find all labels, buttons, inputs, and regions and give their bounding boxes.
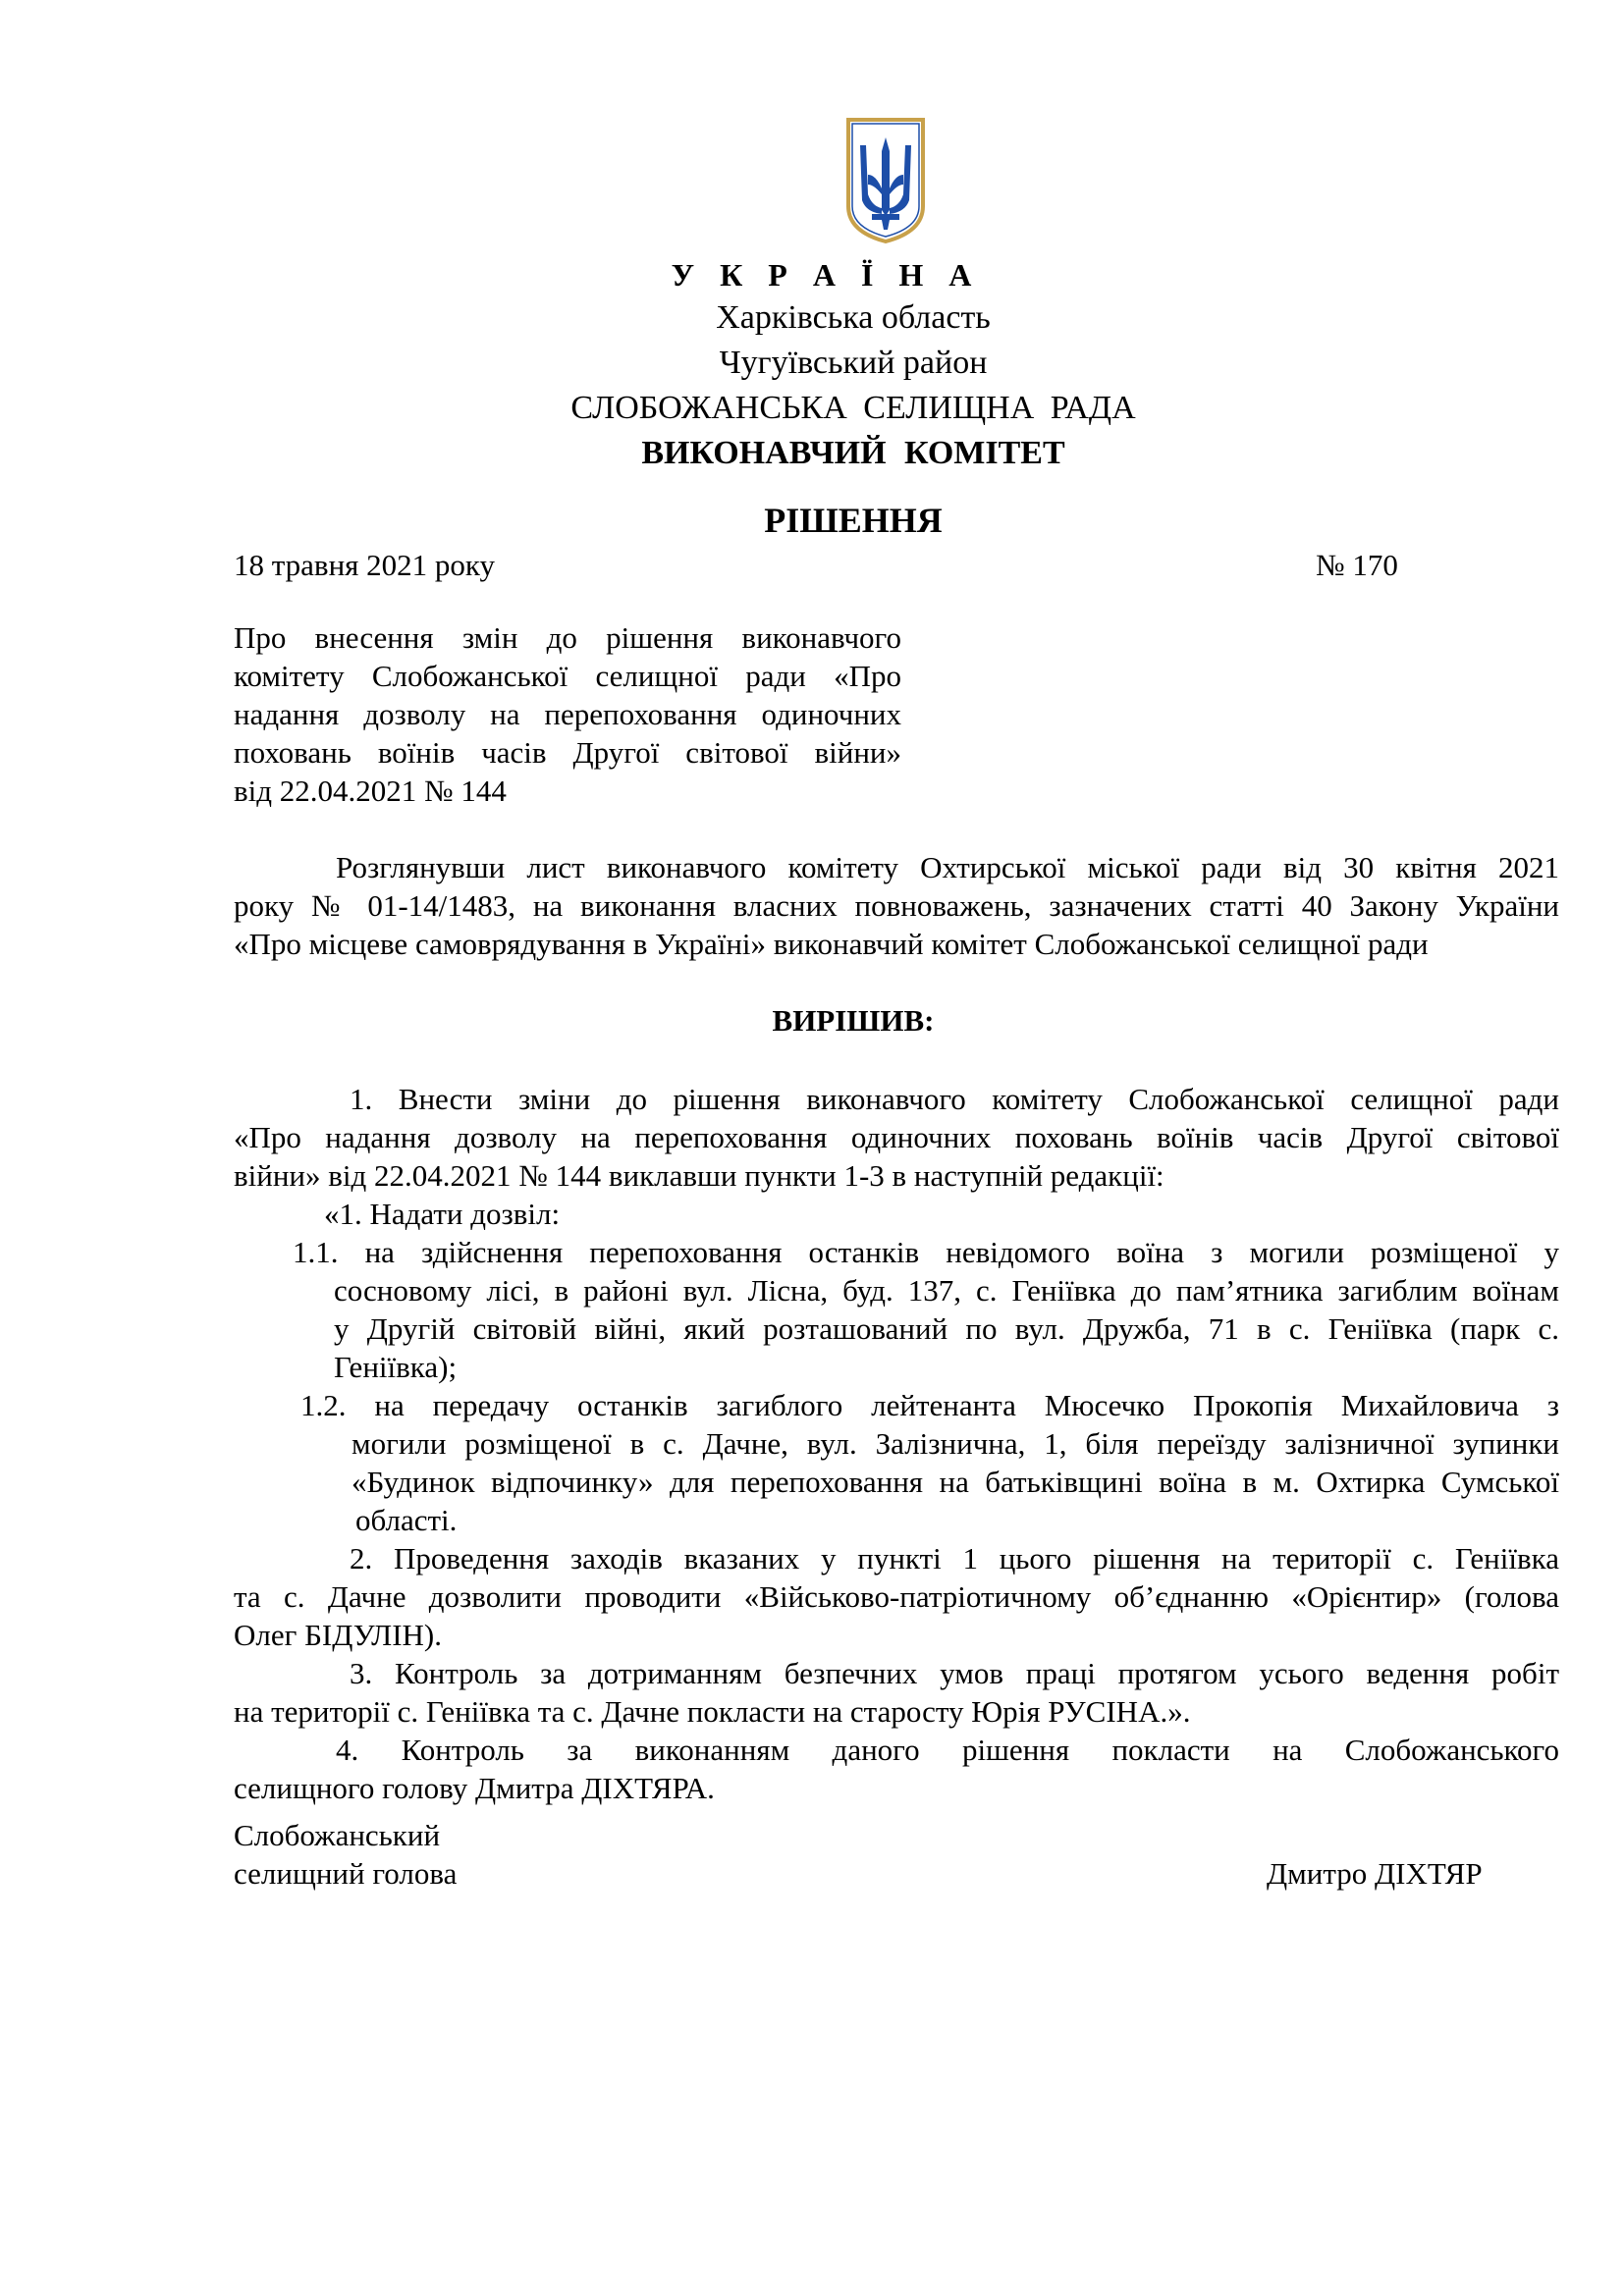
item-line: та с. Дачне дозволити проводити «Військово-патріотичному об’єднанню «Орієнтир» (голова	[234, 1579, 1559, 1614]
sub-item-line: Геніївка);	[334, 1350, 458, 1384]
council-name: СЛОБОЖАНСЬКА СЕЛИЩНА РАДА	[570, 390, 1136, 426]
signatory-title	[234, 1816, 457, 1893]
decision-date: 18 травня 2021 року	[234, 548, 496, 582]
item-line: 3. Контроль за дотриманням безпечних умов праці протягом усього ведення робіт	[350, 1656, 1559, 1690]
sub-item-line: могили розміщеної в с. Дачне, вул. Залізнична, 1, біля переїзду залізничної зупинки	[352, 1426, 1559, 1461]
subject-line: від 22.04.2021 № 144	[234, 774, 507, 808]
raion-name: Чугуївський район	[719, 345, 988, 381]
subject-line: поховань воїнів часів Другої світової війни»	[234, 735, 901, 770]
preamble-line: Розглянувши лист виконавчого комітету Охтирської міської ради від 30 квітня 2021	[336, 850, 1559, 884]
sub-item-line: сосновому лісі, в районі вул. Лісна, буд. 137, с. Геніївка до пам’ятника загиблим воїнам	[334, 1273, 1559, 1308]
decision-number: № 170	[1316, 548, 1398, 582]
decision-title: РІШЕННЯ	[764, 501, 943, 540]
item-2	[234, 1539, 1559, 1654]
sub-item-line: 1.1. на здійснення перепоховання останків невідомого воїна з могили розміщеної у	[293, 1235, 1559, 1269]
item-line: 4. Контроль за виконанням даного рішення покласти на Слобожанського	[336, 1733, 1559, 1767]
subject-line: Про внесення змін до рішення виконавчого	[234, 620, 901, 655]
item-line: селищного голову Дмитра ДІХТЯРА.	[234, 1771, 715, 1805]
subject-line: комітету Слобожанської селищної ради «Про	[234, 659, 901, 693]
subject-line: надання дозволу на перепоховання одиночних	[234, 697, 901, 731]
oblast-name: Харківська область	[716, 299, 991, 336]
sub-item-1-1	[293, 1233, 1559, 1386]
quote-intro: «1. Надати дозвіл:	[324, 1197, 561, 1231]
sub-item-line: у Другій світовій війні, який розташований по вул. Дружба, 71 в с. Геніївка (парк с.	[334, 1311, 1559, 1346]
item-line: 1. Внести зміни до рішення виконавчого комітету Слобожанської селищної ради	[350, 1082, 1559, 1116]
sub-item-line: 1.2. на передачу останків загиблого лейтенанта Мюсечко Прокопія Михайловича з	[300, 1388, 1559, 1422]
decision-subject	[234, 618, 901, 810]
item-4	[234, 1731, 1559, 1807]
coat-of-arms-emblem	[844, 116, 927, 245]
resolved-heading: ВИРІШИВ:	[772, 1003, 935, 1038]
item-line: війни» від 22.04.2021 № 144 виклавши пункти 1-3 в наступній редакції:	[234, 1158, 1164, 1193]
item-line: Олег БІДУЛІН).	[234, 1618, 442, 1652]
sub-item-line: області.	[355, 1503, 458, 1537]
sub-item-1-2	[300, 1386, 1559, 1539]
preamble-line: «Про місцеве самоврядування в Україні» виконавчий комітет Слобожанської селищної ради	[234, 927, 1429, 961]
signatory-title-line: селищний голова	[234, 1856, 458, 1891]
item-line: 2. Проведення заходів вказаних у пункті 1 цього рішення на території с. Геніївка	[350, 1541, 1559, 1575]
item-3	[234, 1654, 1559, 1731]
item-line: на території с. Геніївка та с. Дачне покласти на старосту Юрія РУСІНА.».	[234, 1694, 1191, 1729]
signatory-name: Дмитро ДІХТЯР	[1267, 1856, 1483, 1891]
item-1	[234, 1080, 1559, 1195]
country-name: У К Р А Ї Н А	[671, 257, 981, 293]
preamble-paragraph	[234, 848, 1559, 963]
preamble-line: року № 01-14/1483, на виконання власних повноважень, зазначених статті 40 Закону України	[234, 888, 1559, 923]
sub-item-line: «Будинок відпочинку» для перепоховання на батьківщині воїна в м. Охтирка Сумської	[352, 1465, 1559, 1499]
item-line: «Про надання дозволу на перепоховання одиночних поховань воїнів часів Другої світової	[234, 1120, 1559, 1154]
committee-name: ВИКОНАВЧИЙ КОМІТЕТ	[641, 435, 1065, 471]
signatory-title-line: Слобожанський	[234, 1818, 441, 1852]
